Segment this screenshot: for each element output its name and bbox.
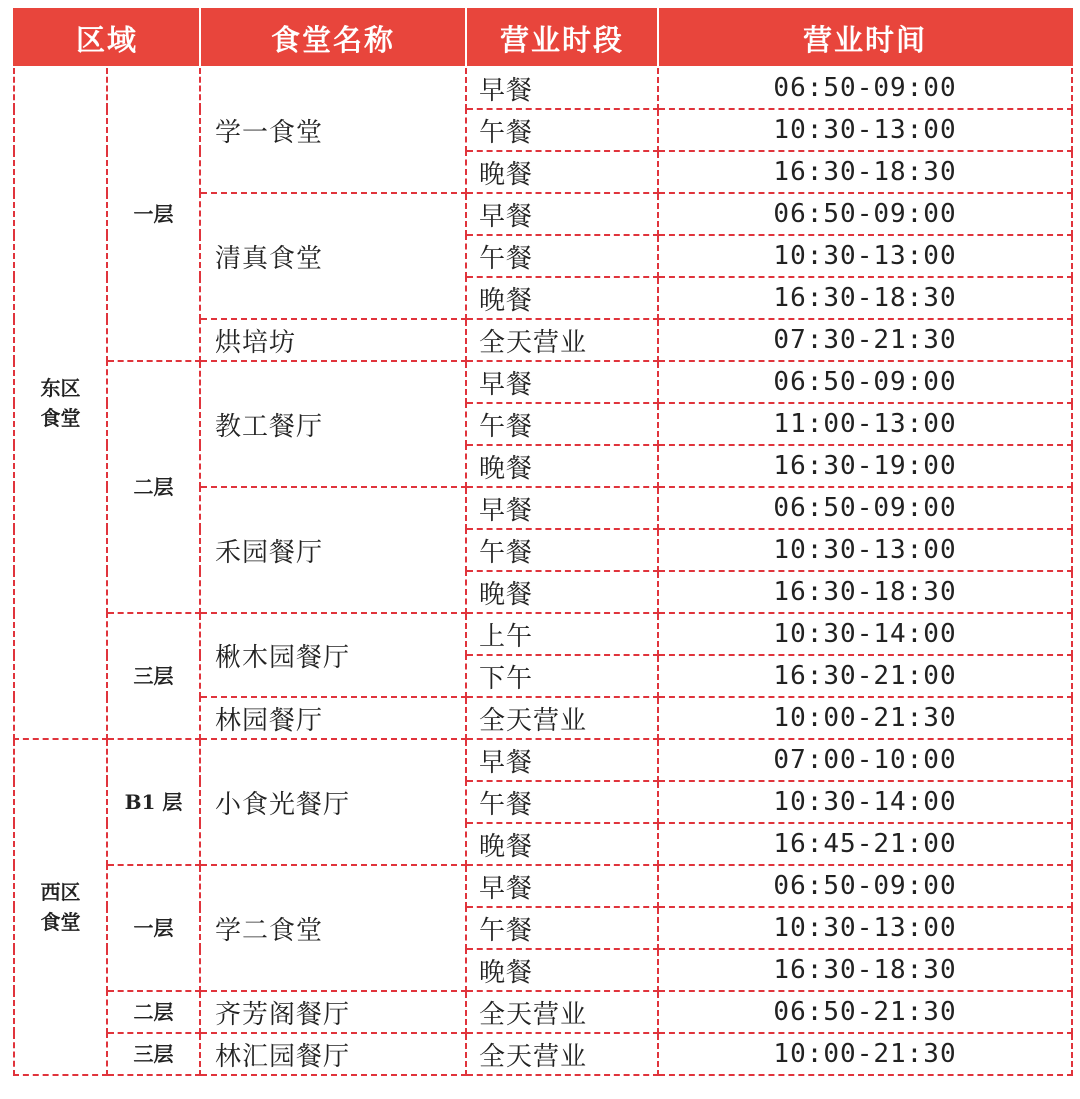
period-cell: 午餐	[466, 907, 658, 949]
floor-west-2: 二层	[107, 991, 200, 1033]
time-cell: 16:30-18:30	[658, 151, 1072, 193]
floor-west-b1: B1 层	[107, 739, 200, 865]
time-cell: 10:30-13:00	[658, 529, 1072, 571]
canteen-name: 林园餐厅	[200, 697, 466, 739]
period-cell: 早餐	[466, 193, 658, 235]
canteen-hours-table-container	[13, 8, 1073, 1076]
canteen-name: 教工餐厅	[200, 361, 466, 487]
time-cell: 10:00-21:30	[658, 1033, 1072, 1075]
period-cell: 早餐	[466, 67, 658, 109]
table-row	[14, 67, 1072, 109]
period-cell: 午餐	[466, 109, 658, 151]
time-cell: 10:30-13:00	[658, 109, 1072, 151]
period-cell: 全天营业	[466, 991, 658, 1033]
period-cell: 晚餐	[466, 949, 658, 991]
period-cell: 晚餐	[466, 151, 658, 193]
time-cell: 06:50-09:00	[658, 361, 1072, 403]
floor-east-2: 二层	[107, 361, 200, 613]
area-east-label: 东区食堂	[40, 376, 81, 430]
time-cell: 10:30-14:00	[658, 781, 1072, 823]
time-cell: 10:30-13:00	[658, 235, 1072, 277]
period-cell: 下午	[466, 655, 658, 697]
period-cell: 早餐	[466, 739, 658, 781]
time-cell: 06:50-09:00	[658, 193, 1072, 235]
area-west	[14, 739, 107, 1075]
period-cell: 午餐	[466, 403, 658, 445]
canteen-name: 小食光餐厅	[200, 739, 466, 865]
time-cell: 07:00-10:00	[658, 739, 1072, 781]
period-cell: 晚餐	[466, 277, 658, 319]
time-cell: 16:45-21:00	[658, 823, 1072, 865]
canteen-name: 烘培坊	[200, 319, 466, 361]
table-row	[14, 1033, 1072, 1075]
table-row	[14, 991, 1072, 1033]
time-cell: 16:30-18:30	[658, 949, 1072, 991]
time-cell: 16:30-19:00	[658, 445, 1072, 487]
time-cell: 06:50-09:00	[658, 865, 1072, 907]
time-cell: 11:00-13:00	[658, 403, 1072, 445]
canteen-hours-table	[13, 8, 1073, 1076]
canteen-name: 林汇园餐厅	[200, 1033, 466, 1075]
table-row	[14, 739, 1072, 781]
header-row	[14, 9, 1072, 67]
period-cell: 全天营业	[466, 319, 658, 361]
period-cell: 晚餐	[466, 445, 658, 487]
table-header	[14, 9, 1072, 67]
period-cell: 午餐	[466, 235, 658, 277]
canteen-name: 楸木园餐厅	[200, 613, 466, 697]
period-cell: 晚餐	[466, 571, 658, 613]
period-cell: 早餐	[466, 487, 658, 529]
floor-west-1: 一层	[107, 865, 200, 991]
canteen-name: 齐芳阁餐厅	[200, 991, 466, 1033]
period-cell: 全天营业	[466, 697, 658, 739]
time-cell: 10:30-14:00	[658, 613, 1072, 655]
floor-west-3: 三层	[107, 1033, 200, 1075]
period-cell: 早餐	[466, 361, 658, 403]
period-cell: 午餐	[466, 529, 658, 571]
period-cell: 晚餐	[466, 823, 658, 865]
time-cell: 06:50-21:30	[658, 991, 1072, 1033]
header-business-hours: 营业时间	[658, 9, 1072, 67]
table-body	[14, 67, 1072, 1075]
period-cell: 上午	[466, 613, 658, 655]
area-east	[14, 67, 107, 739]
canteen-name: 学二食堂	[200, 865, 466, 991]
table-row	[14, 613, 1072, 655]
table-row	[14, 361, 1072, 403]
time-cell: 07:30-21:30	[658, 319, 1072, 361]
period-cell: 午餐	[466, 781, 658, 823]
header-canteen-name: 食堂名称	[200, 9, 466, 67]
canteen-name: 学一食堂	[200, 67, 466, 193]
time-cell: 16:30-21:00	[658, 655, 1072, 697]
period-cell: 早餐	[466, 865, 658, 907]
table-row	[14, 865, 1072, 907]
time-cell: 16:30-18:30	[658, 571, 1072, 613]
canteen-name: 禾园餐厅	[200, 487, 466, 613]
floor-east-3: 三层	[107, 613, 200, 739]
time-cell: 10:00-21:30	[658, 697, 1072, 739]
time-cell: 10:30-13:00	[658, 907, 1072, 949]
floor-east-1: 一层	[107, 67, 200, 361]
canteen-name: 清真食堂	[200, 193, 466, 319]
header-business-period: 营业时段	[466, 9, 658, 67]
time-cell: 06:50-09:00	[658, 487, 1072, 529]
time-cell: 06:50-09:00	[658, 67, 1072, 109]
header-area: 区域	[14, 9, 200, 67]
time-cell: 16:30-18:30	[658, 277, 1072, 319]
period-cell: 全天营业	[466, 1033, 658, 1075]
area-west-label: 西区食堂	[40, 880, 81, 934]
